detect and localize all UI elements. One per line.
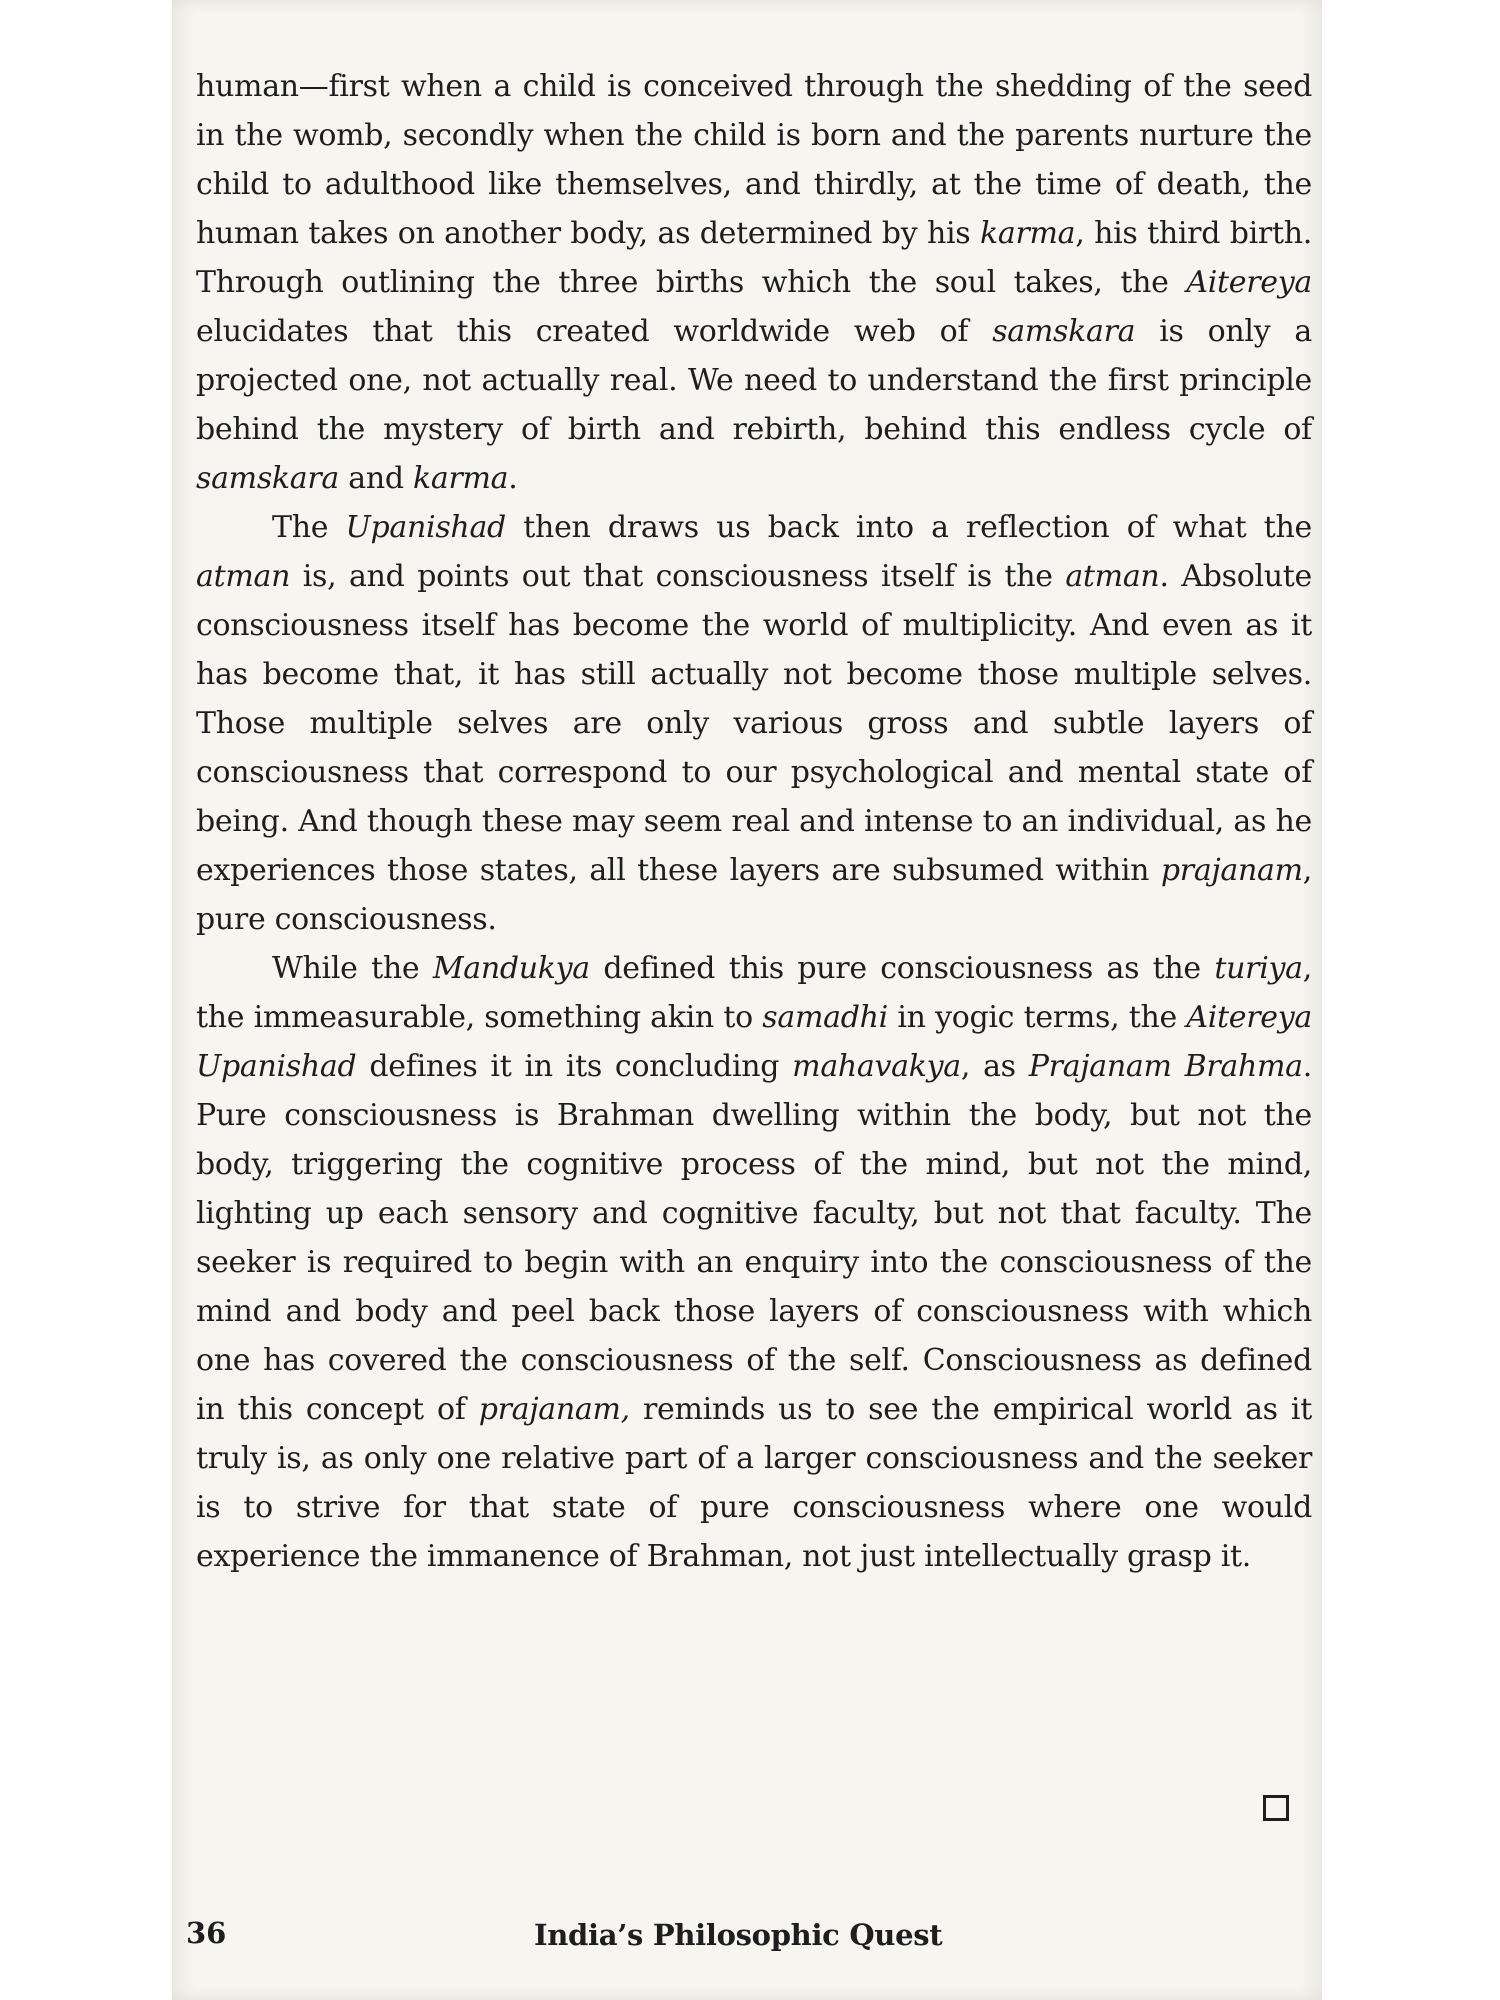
text-run: defined this pure consciousness as the — [589, 951, 1215, 986]
text-run: elucidates that this created worldwide web of — [196, 314, 993, 349]
text-run: then draws us back into a reflection of what the — [505, 510, 1313, 545]
text-run: . Pure consciousness is Brahman dwelling within the body, but not the body, triggering the cognitive process of the mind, but not the mind, lighting up each sensory and cognitive faculty, but not that faculty. The seeker is required to begin with an enquiry into the consciousness of the mind and body and peel back those layers of consciousness with which one has covered the consciousness of the self. Consciousness as defined in this concept of — [196, 1049, 1313, 1427]
italic-term: samskara — [196, 461, 340, 496]
text-run: is only a projected one, not actually real. We need to understand the first principle behind the mystery of birth and rebirth, behind this endless cycle of — [196, 314, 1312, 447]
text-run: and — [339, 461, 413, 496]
italic-term: Prajanam Brahma — [1028, 1049, 1303, 1084]
italic-term: karma — [413, 461, 509, 496]
body-text — [196, 62, 1312, 1581]
text-run: , his third birth. Through outlining the three births which the soul takes, the — [196, 216, 1312, 300]
end-of-section-square-icon — [1263, 1795, 1289, 1821]
italic-term: atman — [1065, 559, 1160, 594]
italic-term: turiya — [1214, 951, 1303, 986]
text-run: While the — [272, 951, 433, 986]
text-run: defines it in its concluding — [356, 1049, 793, 1084]
italic-term: Upanishad — [345, 510, 506, 545]
italic-term: karma — [980, 216, 1076, 251]
text-run: , the immeasurable, something akin to — [196, 951, 1312, 1035]
italic-term: mahavakya — [792, 1049, 961, 1084]
paragraph-3 — [196, 944, 1312, 1581]
text-run: reminds us to see the empirical world as it truly is, as only one relative part of a larger consciousness and the seeker is to strive for that state of pure consciousness where one would experience the immanence of Brahman, not just intellectually grasp it. — [196, 1392, 1312, 1574]
paragraph-2 — [196, 503, 1312, 944]
italic-term: Aitereya — [1186, 265, 1312, 300]
italic-term: atman — [196, 559, 291, 594]
text-run: The — [272, 510, 346, 545]
running-footer-title: India’s Philosophic Quest — [534, 1918, 943, 1952]
italic-term: prajanam — [1160, 853, 1303, 888]
text-run: , pure consciousness. — [196, 853, 1312, 937]
italic-term: samskara — [992, 314, 1136, 349]
text-run: is, and points out that consciousness itself is the — [290, 559, 1066, 594]
italic-term: Mandukya — [432, 951, 590, 986]
text-run: human—first when a child is conceived through the shedding of the seed in the womb, secondly when the child is born and the parents nurture the child to adulthood like themselves, and thirdly, at the time of death, the human takes on another body, as determined by his — [196, 69, 1312, 251]
italic-term: Aitereya Upanishad — [196, 1000, 1312, 1084]
italic-term: prajanam, — [478, 1392, 630, 1427]
page-number: 36 — [186, 1916, 227, 1950]
text-run: . — [508, 461, 518, 496]
italic-term: samadhi — [762, 1000, 888, 1035]
text-run: in yogic terms, the — [887, 1000, 1187, 1035]
text-run: . Absolute consciousness itself has become the world of multiplicity. And even as it has become that, it has still actually not become those multiple selves. Those multiple selves are only various gross and subtle layers of consciousness that correspond to our psychological and mental state of being. And though these may seem real and intense to an individual, as he experiences those states, all these layers are subsumed within — [196, 559, 1312, 888]
text-run: , as — [960, 1049, 1029, 1084]
paragraph-1 — [196, 62, 1312, 503]
